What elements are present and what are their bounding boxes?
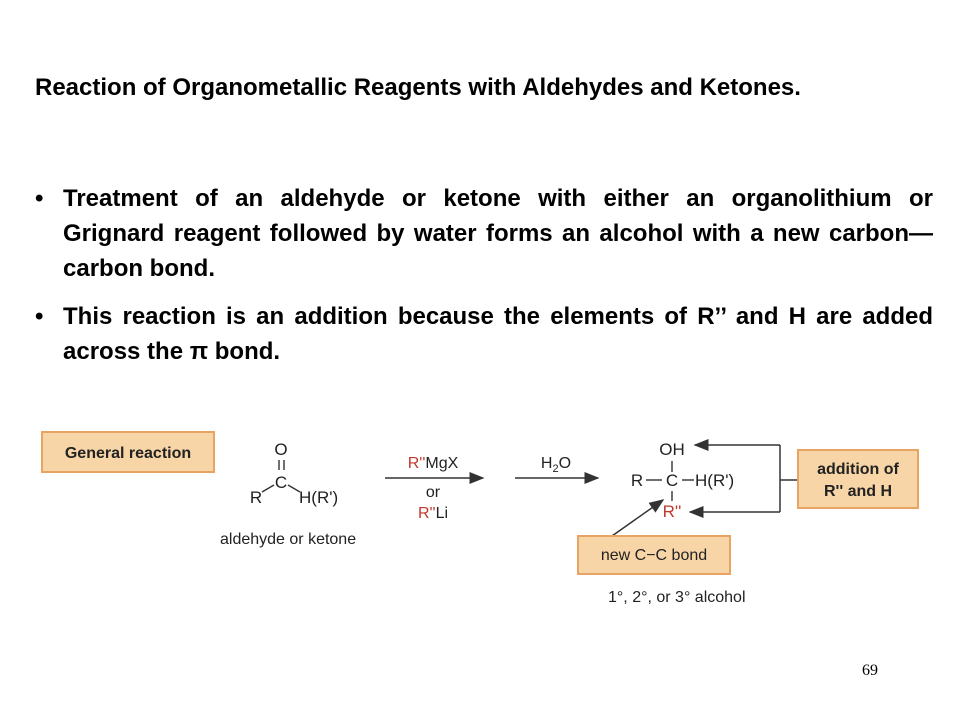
reactant-r-group: R [249, 488, 263, 507]
product-caption: 1°, 2°, or 3° alcohol [608, 589, 746, 606]
addition-line-1: addition of [817, 461, 899, 478]
bullet-marker: • [35, 303, 44, 330]
reaction-scheme [0, 400, 960, 620]
water-label: $H_2O$ [540, 455, 572, 475]
product-carbon: C [665, 471, 679, 490]
product-oh: OH [659, 440, 685, 459]
reactant-caption: aldehyde or ketone [220, 531, 357, 548]
reagent-organolithium: R''Li [417, 505, 449, 522]
reactant-r-bond [262, 485, 274, 492]
reagent-grignard: R''MgX [407, 455, 459, 472]
bullet-text: Treatment of an aldehyde or ketone with either an organolithium or Grignard reagent followed by water forms an alcohol with a new carbon—carbon bond. [63, 185, 933, 282]
slide-title: Reaction of Organometallic Reagents with Aldehydes and Ketones. [35, 74, 801, 101]
general-reaction-label: General reaction [64, 445, 192, 462]
new-bond-arrow [612, 500, 663, 536]
bullet-marker: • [35, 185, 44, 212]
product-r-left: R [630, 471, 644, 490]
reactant-h-group: H(R') [299, 488, 339, 507]
new-bond-label: new C−C bond [600, 547, 708, 564]
reactant-oxygen: O [274, 440, 288, 459]
bullet-list [35, 181, 933, 382]
product-r-bottom: R'' [662, 502, 682, 521]
bullet-item-addition [35, 299, 933, 369]
reagent-or: or [425, 484, 441, 501]
product-h-group: H(R') [695, 471, 735, 490]
reactant-carbon: C [274, 473, 288, 492]
addition-line-2: R'' and H [823, 483, 893, 500]
bullet-text: This reaction is an addition because the elements of R’’ and H are added across the π bond. [63, 303, 933, 365]
page-number: 69 [862, 662, 878, 679]
bullet-item-treatment [35, 181, 933, 286]
